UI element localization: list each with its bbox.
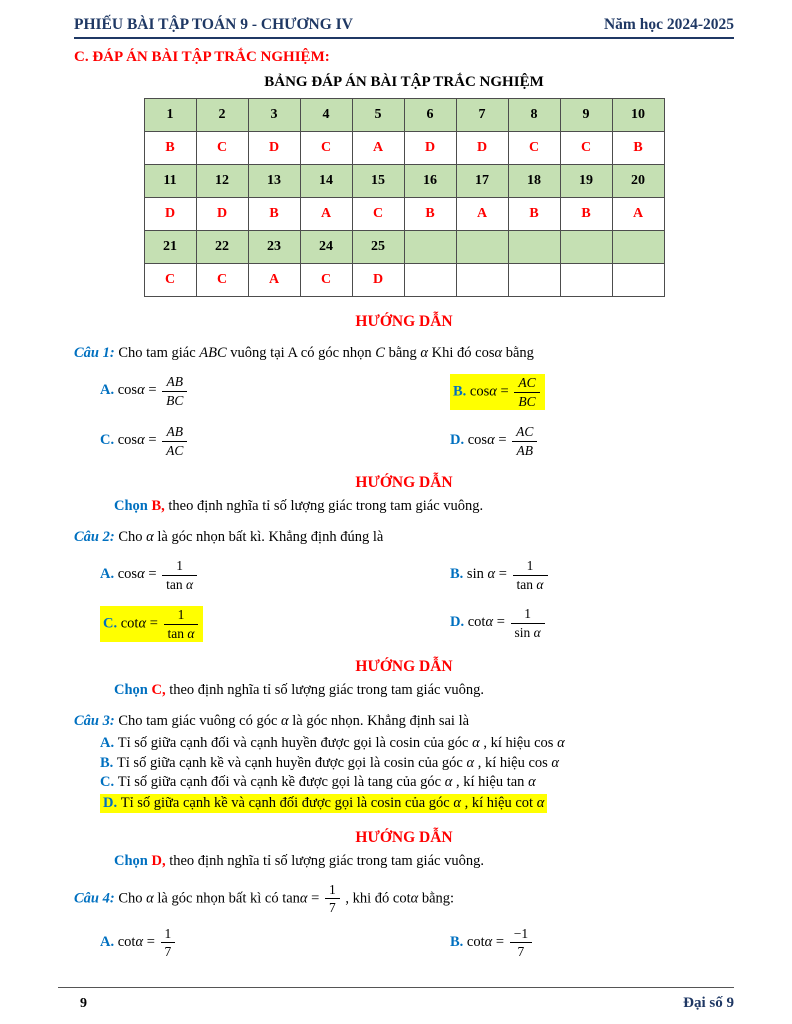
answer-row	[144, 198, 664, 231]
text-segment: sin	[466, 566, 488, 583]
text-segment: α	[453, 794, 461, 811]
option-label: B.	[453, 383, 470, 400]
text-segment: α	[187, 625, 195, 641]
fraction	[325, 882, 340, 916]
question-number-cell: 4	[300, 99, 352, 132]
page-header	[74, 16, 734, 39]
text-segment: α	[489, 383, 501, 400]
option-content-highlighted	[100, 794, 547, 813]
text-segment: C	[375, 345, 385, 361]
question-number-cell	[404, 231, 456, 264]
option-content-highlighted	[100, 606, 203, 642]
fraction	[162, 374, 187, 408]
option-content	[100, 925, 177, 960]
fraction-denominator	[161, 943, 176, 960]
answer-cell: B	[508, 198, 560, 231]
text-segment: 7	[164, 944, 172, 960]
text-segment: =	[149, 615, 162, 632]
question-number-cell: 23	[248, 231, 300, 264]
question-number-cell: 15	[352, 165, 404, 198]
page-number: 9	[80, 996, 87, 1011]
text-segment: Cho tam giác	[118, 345, 200, 361]
fraction-denominator	[164, 625, 199, 642]
text-segment: α	[551, 754, 560, 771]
option-label: A.	[100, 735, 118, 752]
text-segment: , kí hiệu tan	[452, 774, 529, 791]
question-number-row	[144, 231, 664, 264]
text-segment: Cho	[118, 890, 147, 907]
text-segment: Tỉ số giữa cạnh kề và cạnh huyền được gọi là cosin của góc	[116, 754, 467, 771]
option-content	[100, 374, 189, 408]
answer-table	[144, 98, 665, 297]
text-segment: α	[137, 432, 149, 449]
question-number-cell: 18	[508, 165, 560, 198]
text-segment: =	[498, 566, 511, 583]
fraction-numerator	[161, 926, 176, 944]
question-number-cell: 5	[352, 99, 404, 132]
option-label: A.	[100, 934, 118, 951]
options-list	[74, 735, 734, 813]
text-segment: α	[536, 794, 545, 811]
text-segment: α	[420, 345, 429, 361]
fraction-numerator	[512, 424, 537, 442]
text-segment: Cho	[118, 529, 147, 546]
answer-cell: A	[248, 264, 300, 297]
option-content	[100, 558, 199, 592]
answer-row	[144, 132, 664, 165]
fraction-denominator	[511, 624, 545, 641]
fraction	[161, 926, 176, 960]
text-segment: α	[494, 345, 503, 361]
option-A	[100, 558, 450, 592]
question-number-cell: 6	[404, 99, 456, 132]
text-segment: cot	[467, 614, 486, 631]
solution-letter: C,	[151, 682, 166, 699]
answer-cell: A	[612, 198, 664, 231]
answer-table-title: BẢNG ĐÁP ÁN BÀI TẬP TRẮC NGHIỆM	[264, 74, 544, 90]
text-segment: =	[311, 890, 323, 907]
question-number-cell: 9	[560, 99, 612, 132]
answer-cell: D	[196, 198, 248, 231]
option-label: D.	[450, 432, 468, 449]
fraction	[511, 606, 545, 640]
text-segment: α	[536, 576, 544, 592]
question-number-cell: 17	[456, 165, 508, 198]
question-number-cell	[560, 231, 612, 264]
answer-cell: D	[456, 132, 508, 165]
option-B	[450, 926, 734, 960]
answer-cell: C	[300, 264, 352, 297]
solution-chon: Chọn	[114, 682, 152, 699]
text-segment: ABC	[199, 345, 227, 361]
text-segment: là góc nhọn bất kì có tan	[153, 890, 300, 907]
text-segment: 1	[328, 881, 336, 897]
fraction-numerator	[162, 558, 197, 576]
question-label: Câu 1:	[74, 345, 119, 361]
fraction-numerator	[514, 375, 539, 393]
question-label: Câu 2:	[74, 529, 119, 546]
fraction-numerator	[511, 606, 545, 624]
text-segment: =	[148, 432, 161, 449]
question-number-row	[144, 99, 664, 132]
text-segment: Cho tam giác vuông có góc	[118, 713, 282, 730]
question-text	[74, 711, 734, 732]
option-content	[450, 558, 550, 592]
answer-cell: C	[508, 132, 560, 165]
option-label: C.	[100, 774, 118, 791]
option-content	[450, 424, 539, 458]
option-D	[100, 794, 734, 813]
option-C	[100, 774, 734, 791]
text-segment: =	[146, 934, 159, 951]
fraction	[512, 424, 537, 458]
text-segment: =	[496, 614, 509, 631]
question-label: Câu 3:	[74, 713, 119, 730]
question-number-cell: 2	[196, 99, 248, 132]
text-segment: 1	[526, 558, 534, 574]
text-segment: cos	[117, 432, 138, 449]
text-segment: =	[148, 566, 161, 583]
question-text	[74, 343, 734, 364]
fraction-denominator	[510, 943, 532, 960]
question-number-cell: 16	[404, 165, 456, 198]
question-4	[74, 882, 734, 960]
fraction-denominator	[514, 393, 539, 410]
options-list	[74, 374, 734, 458]
answer-cell: C	[196, 264, 248, 297]
option-content	[100, 424, 189, 458]
answer-cell: A	[352, 132, 404, 165]
question-number-cell: 20	[612, 165, 664, 198]
question-1	[74, 343, 734, 515]
option-content	[450, 925, 534, 960]
text-segment: là góc nhọn. Khẳng định sai là	[288, 713, 470, 730]
question-number-cell: 10	[612, 99, 664, 132]
text-segment: AB	[516, 442, 534, 458]
text-segment: 7	[517, 944, 525, 960]
answer-cell	[612, 264, 664, 297]
text-segment: cot	[466, 934, 485, 951]
text-segment: α	[186, 576, 194, 592]
answer-cell: C	[196, 132, 248, 165]
option-label: B.	[450, 566, 467, 583]
fraction-numerator	[164, 607, 199, 625]
question-number-cell: 14	[300, 165, 352, 198]
question-number-cell: 12	[196, 165, 248, 198]
question-number-cell: 25	[352, 231, 404, 264]
fraction	[162, 558, 197, 592]
solution-text: theo định nghĩa tỉ số lượng giác trong tam giác vuông.	[165, 682, 484, 699]
text-segment: AC	[166, 442, 184, 458]
text-segment: tan	[167, 625, 188, 641]
answer-cell: D	[248, 132, 300, 165]
text-segment: α	[137, 566, 149, 583]
text-segment: α	[487, 432, 499, 449]
question-number-cell: 21	[144, 231, 196, 264]
text-segment: α	[528, 774, 536, 791]
options-list	[74, 926, 734, 960]
option-label: B.	[450, 934, 467, 951]
text-segment: α	[299, 890, 312, 907]
answer-row	[144, 264, 664, 297]
text-segment: bằng	[384, 345, 421, 361]
answer-cell: C	[144, 264, 196, 297]
fraction-numerator	[162, 424, 187, 442]
option-label: D.	[103, 794, 121, 811]
question-3	[74, 711, 734, 870]
text-segment: 1	[176, 558, 183, 574]
question-number-cell: 24	[300, 231, 352, 264]
fraction-numerator	[325, 882, 340, 900]
guide-heading: HƯỚNG DẪN	[355, 658, 453, 676]
text-segment: tan	[166, 576, 187, 592]
text-segment: cos	[117, 566, 138, 583]
guide-heading: HƯỚNG DẪN	[355, 474, 453, 492]
text-segment: cos	[117, 382, 138, 399]
answer-cell: C	[560, 132, 612, 165]
answer-cell	[404, 264, 456, 297]
text-segment: α	[557, 735, 565, 752]
fraction-denominator	[162, 576, 197, 593]
text-segment: α	[138, 615, 150, 632]
text-segment: Tỉ số giữa cạnh đối và cạnh kề được gọi là tang của góc	[117, 774, 445, 791]
answer-table-body	[144, 99, 664, 297]
solution-letter: D,	[151, 852, 166, 869]
text-segment: bằng:	[418, 890, 455, 907]
answer-cell: B	[248, 198, 300, 231]
text-segment: α	[281, 713, 289, 730]
section-heading: C. ĐÁP ÁN BÀI TẬP TRẮC NGHIỆM:	[74, 49, 330, 65]
question-number-row	[144, 165, 664, 198]
text-segment: AC	[518, 375, 536, 391]
text-segment: sin	[514, 624, 534, 640]
guide-heading: HƯỚNG DẪN	[355, 828, 453, 846]
option-label: B.	[100, 754, 117, 771]
option-label: C.	[100, 432, 118, 449]
answer-cell: D	[352, 264, 404, 297]
solution-line	[74, 682, 734, 699]
text-segment: α	[485, 614, 497, 631]
answer-cell: D	[144, 198, 196, 231]
text-segment: , kí hiệu cot	[460, 794, 537, 811]
guide-heading: HƯỚNG DẪN	[355, 313, 453, 330]
question-number-cell	[456, 231, 508, 264]
solution-line	[74, 853, 734, 870]
question-text	[74, 882, 734, 916]
text-segment: Tỉ số giữa cạnh đối và cạnh huyền được gọi là cosin của góc	[117, 735, 473, 752]
answer-cell: B	[404, 198, 456, 231]
question-number-cell	[612, 231, 664, 264]
text-segment: 1	[164, 925, 172, 941]
text-segment: α	[487, 566, 499, 583]
question-text	[74, 527, 734, 548]
question-number-cell: 13	[248, 165, 300, 198]
text-segment: 7	[328, 900, 336, 916]
answer-cell: B	[612, 132, 664, 165]
fraction-denominator	[325, 899, 340, 916]
option-C	[100, 424, 450, 458]
text-segment: α	[146, 890, 154, 907]
answer-cell: D	[404, 132, 456, 165]
text-segment: α	[472, 735, 480, 752]
text-segment: 1	[524, 606, 531, 622]
fraction-denominator	[512, 442, 537, 459]
fraction-numerator	[510, 926, 532, 944]
text-segment: AC	[516, 424, 534, 440]
text-segment: BC	[166, 392, 184, 408]
option-A	[100, 374, 450, 410]
options-list	[74, 558, 734, 642]
option-content	[100, 774, 536, 790]
header-title: PHIẾU BÀI TẬP TOÁN 9 - CHƯƠNG IV	[74, 16, 353, 33]
fraction-denominator	[513, 576, 548, 593]
answer-cell: A	[456, 198, 508, 231]
text-segment: , kí hiệu cos	[474, 754, 552, 771]
option-B	[100, 755, 734, 772]
option-label: A.	[100, 382, 118, 399]
text-segment: α	[137, 382, 149, 399]
text-segment: α	[410, 890, 419, 907]
text-segment: Khi đó cos	[428, 345, 495, 361]
text-segment: BC	[518, 393, 536, 409]
text-segment: α	[533, 624, 541, 640]
text-segment: cot	[120, 615, 139, 632]
option-label: D.	[450, 614, 468, 631]
text-segment: −1	[513, 925, 529, 941]
text-segment: vuông tại A có góc nhọn	[226, 345, 376, 361]
question-number-cell: 19	[560, 165, 612, 198]
solution-text: theo định nghĩa tỉ số lượng giác trong tam giác vuông.	[164, 498, 484, 515]
solution-text: theo định nghĩa tỉ số lượng giác trong tam giác vuông.	[165, 852, 484, 869]
option-B	[450, 374, 734, 410]
option-label: A.	[100, 566, 118, 583]
answer-cell: A	[300, 198, 352, 231]
fraction	[514, 375, 539, 409]
question-label: Câu 4:	[74, 890, 119, 907]
answer-cell	[456, 264, 508, 297]
option-content	[450, 606, 547, 640]
fraction-numerator	[162, 374, 187, 392]
text-segment: , kí hiệu cos	[479, 735, 558, 752]
solution-chon: Chọn	[114, 852, 152, 869]
text-segment: 1	[177, 607, 185, 623]
option-content-highlighted	[450, 374, 545, 410]
fraction-denominator	[162, 392, 187, 409]
questions	[74, 343, 734, 960]
text-segment: AB	[166, 374, 184, 390]
solution-line	[74, 498, 734, 515]
question-number-cell: 3	[248, 99, 300, 132]
fraction	[510, 926, 532, 960]
option-D	[450, 424, 734, 458]
text-segment: AB	[166, 424, 184, 440]
question-number-cell: 22	[196, 231, 248, 264]
option-D	[450, 606, 734, 642]
question-number-cell: 7	[456, 99, 508, 132]
text-segment: cos	[469, 383, 490, 400]
option-A	[100, 926, 450, 960]
page-footer	[58, 987, 734, 1012]
fraction-denominator	[162, 442, 187, 459]
fraction	[513, 558, 548, 592]
text-segment: α	[466, 754, 475, 771]
text-segment: tan	[516, 576, 537, 592]
text-segment: α	[135, 934, 147, 951]
answer-cell: C	[300, 132, 352, 165]
text-segment: Tỉ số giữa cạnh kề và cạnh đối được gọi là cosin của góc	[120, 794, 454, 811]
question-number-cell: 8	[508, 99, 560, 132]
answer-cell	[508, 264, 560, 297]
option-label: C.	[103, 615, 121, 632]
fraction-numerator	[513, 558, 548, 576]
text-segment: , khi đó cot	[341, 890, 411, 907]
text-segment: bằng	[502, 345, 534, 361]
text-segment: α	[444, 774, 453, 791]
fraction	[164, 607, 199, 641]
question-2	[74, 527, 734, 699]
text-segment: =	[148, 382, 161, 399]
header-school-year: Năm học 2024-2025	[603, 16, 734, 33]
text-segment: là góc nhọn bất kì. Khẳng định đúng là	[153, 529, 384, 546]
text-segment: =	[500, 383, 513, 400]
question-number-cell: 1	[144, 99, 196, 132]
solution-chon: Chọn	[114, 498, 152, 515]
solution-letter: B,	[151, 498, 165, 515]
answer-cell: B	[560, 198, 612, 231]
option-content	[100, 735, 565, 751]
option-content	[100, 755, 559, 771]
text-segment: α	[146, 529, 154, 546]
question-number-cell: 11	[144, 165, 196, 198]
text-segment: =	[498, 432, 511, 449]
option-C	[100, 606, 450, 642]
text-segment: =	[495, 934, 508, 951]
answer-cell: C	[352, 198, 404, 231]
text-segment: cos	[467, 432, 488, 449]
answer-cell: B	[144, 132, 196, 165]
text-segment: cot	[117, 934, 136, 951]
option-A	[100, 735, 734, 752]
fraction	[162, 424, 187, 458]
answer-cell	[560, 264, 612, 297]
footer-book-label: Đại số 9	[683, 995, 734, 1011]
text-segment: α	[484, 934, 496, 951]
option-B	[450, 558, 734, 592]
question-number-cell	[508, 231, 560, 264]
